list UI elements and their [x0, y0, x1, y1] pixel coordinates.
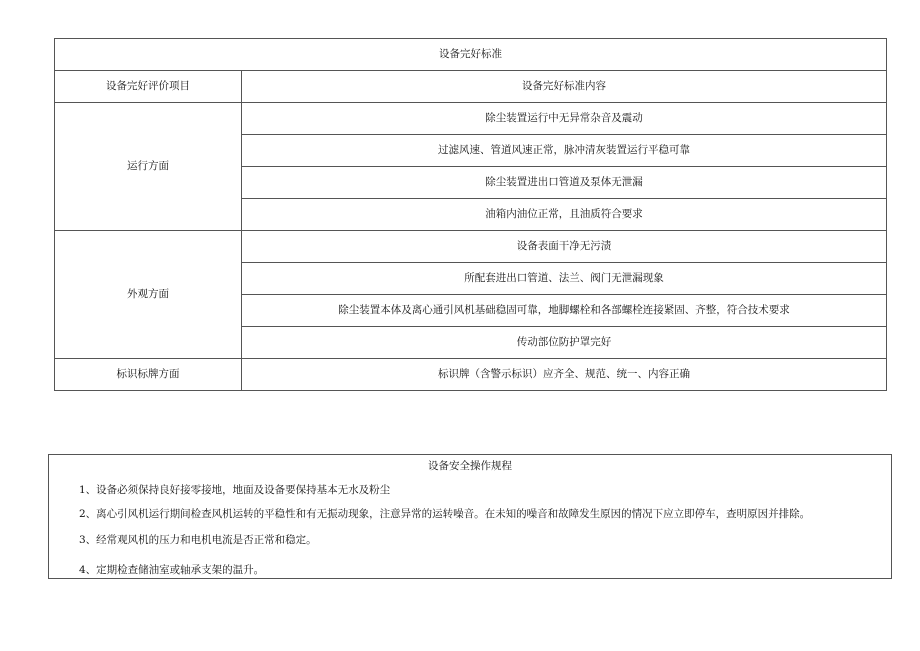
- table-cell: 传动部位防护罩完好: [242, 327, 887, 359]
- table-cell: 除尘装置进出口管道及泵体无泄漏: [242, 167, 887, 199]
- table-header-row: [55, 71, 887, 103]
- safety-rule-line: 4、定期检查储油室或轴承支架的温升。: [79, 564, 265, 576]
- table-row: [55, 231, 887, 263]
- header-content: 设备完好标准内容: [242, 71, 887, 103]
- table-title: 设备完好标准: [55, 39, 887, 71]
- table-cell: 标识牌（含警示标识）应齐全、规范、统一、内容正确: [242, 359, 887, 391]
- equipment-standard-table: [54, 38, 887, 391]
- header-item: 设备完好评价项目: [55, 71, 242, 103]
- table-row: [55, 359, 887, 391]
- safety-rule-line: 1、设备必须保持良好接零接地，地面及设备要保持基本无水及粉尘: [79, 484, 391, 496]
- table-cell: 过滤风速、管道风速正常，脉冲清灰装置运行平稳可靠: [242, 135, 887, 167]
- group-label-operation: 运行方面: [55, 103, 242, 231]
- group-label-appearance: 外观方面: [55, 231, 242, 359]
- table-cell: 除尘装置本体及离心通引风机基础稳固可靠，地脚螺栓和各部螺栓连接紧固、齐整，符合技术要求: [242, 295, 887, 327]
- safety-rules-box: [48, 454, 892, 579]
- table-cell: 设备表面干净无污渍: [242, 231, 887, 263]
- table-cell: 油箱内油位正常，且油质符合要求: [242, 199, 887, 231]
- group-label-signage: 标识标牌方面: [55, 359, 242, 391]
- table-cell: 除尘装置运行中无异常杂音及震动: [242, 103, 887, 135]
- safety-rules-title: 设备安全操作规程: [428, 460, 512, 472]
- safety-rule-line: 3、经常观风机的压力和电机电流是否正常和稳定。: [79, 534, 317, 546]
- safety-rule-line: 2、离心引风机运行期间检查风机运转的平稳性和有无振动现象，注意异常的运转噪音。在未知的噪音和故障发生原因的情况下应立即停车，查明原因并排除。: [79, 508, 811, 520]
- table-row: [55, 103, 887, 135]
- table-title-row: [55, 39, 887, 71]
- table-cell: 所配套进出口管道、法兰、阀门无泄漏现象: [242, 263, 887, 295]
